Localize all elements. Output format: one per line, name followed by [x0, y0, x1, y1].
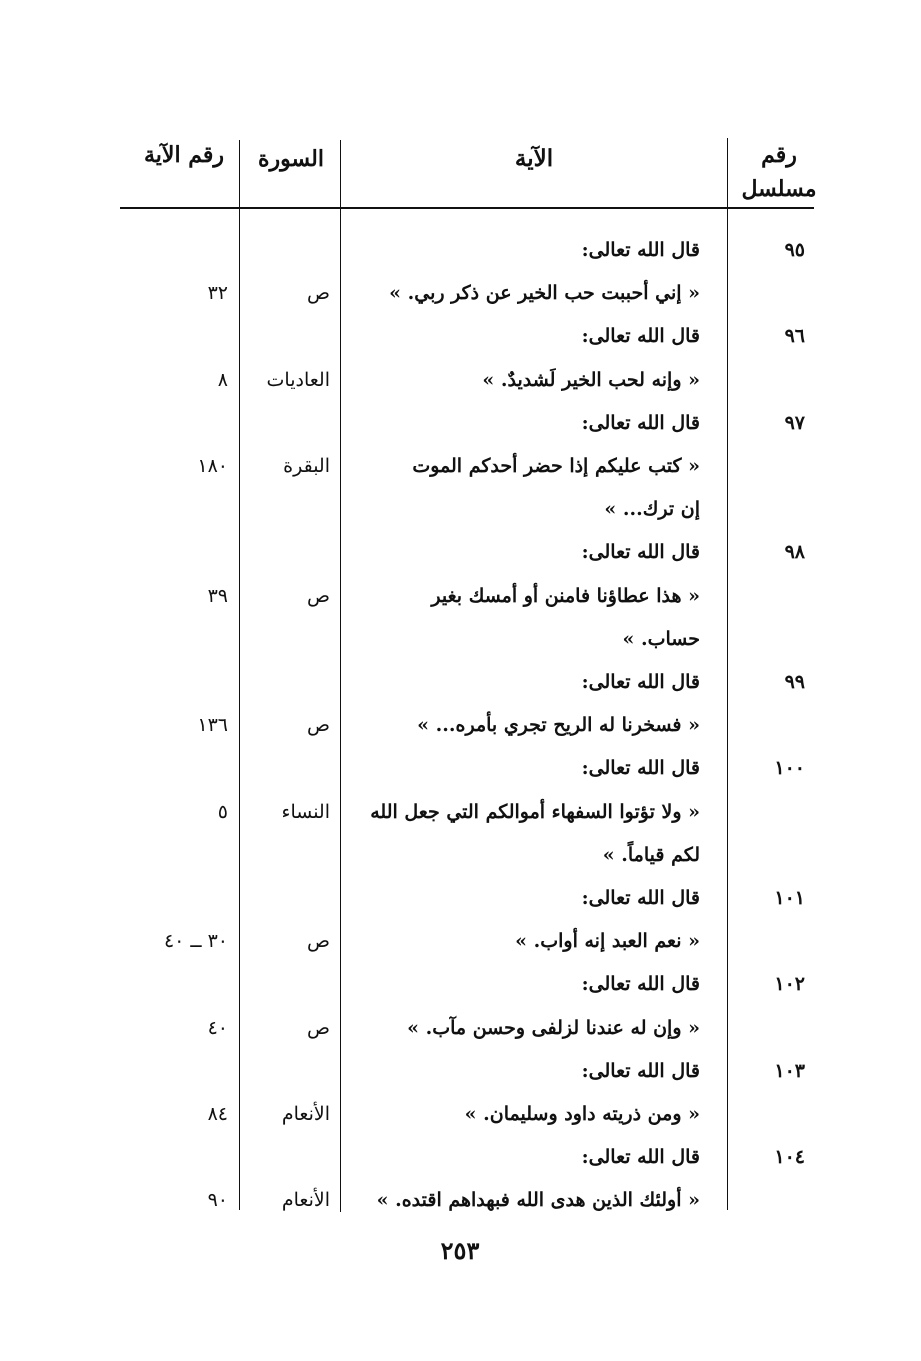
surah-cell [244, 401, 330, 445]
ayah-number-cell: ٣٢ [207, 282, 228, 305]
surah-cell: ص [307, 930, 330, 953]
ayah-number-cell: ٣٩ [207, 584, 228, 607]
table-row [0, 1135, 921, 1179]
surah-cell [244, 876, 330, 920]
ayah-number-cell [100, 401, 228, 445]
serial-number-cell [735, 617, 805, 661]
surah-cell [244, 487, 330, 531]
ayah-number-cell [100, 746, 228, 790]
table-row [0, 919, 921, 963]
surah-cell [244, 1135, 330, 1179]
verse-cell: إن ترك... » [604, 498, 700, 521]
table-row [0, 790, 921, 834]
table-row [0, 1049, 921, 1093]
surah-cell: ص [307, 282, 330, 305]
verse-cell: « وإن له عندنا لزلفى وحسن مآب. » [407, 1016, 700, 1039]
verse-cell: قال الله تعالى: [581, 973, 700, 996]
verse-cell: قال الله تعالى: [581, 239, 700, 261]
table-row [0, 487, 921, 531]
surah-cell [244, 530, 330, 574]
table-row [0, 314, 921, 358]
serial-number-cell: ١٠٤ [774, 1146, 805, 1169]
surah-cell [244, 1049, 330, 1093]
surah-cell [244, 314, 330, 358]
table-row [0, 617, 921, 661]
serial-number-cell: ١٠٠ [774, 757, 805, 780]
table-row [0, 660, 921, 704]
ayah-number-cell: ٨٤ [207, 1103, 228, 1125]
serial-number-cell [735, 833, 805, 877]
ayah-number-cell [100, 833, 228, 877]
verse-cell: قال الله تعالى: [581, 325, 700, 348]
header-ayah-number: رقم الآية [143, 142, 225, 168]
ayah-number-cell [100, 962, 228, 1006]
serial-number-cell: ٩٧ [784, 411, 805, 434]
table-row [0, 574, 921, 618]
serial-number-cell: ١٠١ [774, 887, 805, 909]
surah-cell: البقرة [283, 455, 330, 477]
ayah-number-cell [100, 314, 228, 358]
table-row [0, 876, 921, 920]
surah-cell: الأنعام [281, 1189, 330, 1212]
ayah-number-cell [100, 530, 228, 574]
ayah-number-cell: ٩٠ [207, 1189, 228, 1212]
surah-cell [244, 617, 330, 661]
verse-cell: « كتب عليكم إذا حضر أحدكم الموت [412, 455, 700, 477]
verse-cell: قال الله تعالى: [581, 671, 700, 693]
serial-number-cell [735, 703, 805, 747]
surah-cell: العاديات [266, 368, 330, 391]
table-row [0, 1178, 921, 1222]
serial-number-cell: ٩٨ [784, 541, 805, 564]
serial-number-cell: ٩٥ [784, 239, 805, 261]
serial-number-cell [735, 574, 805, 618]
serial-number-cell: ١٠٢ [774, 973, 805, 996]
surah-cell: الأنعام [281, 1103, 330, 1125]
verse-cell: « أولئك الذين هدى الله فبهداهم اقتده. » [376, 1189, 700, 1212]
verse-cell: قال الله تعالى: [581, 1059, 700, 1082]
verse-cell: قال الله تعالى: [581, 1146, 700, 1169]
verse-cell: « هذا عطاؤنا فامنن أو أمسك بغير [431, 584, 700, 607]
surah-cell [244, 660, 330, 704]
verse-cell: « فسخرنا له الريح تجري بأمره... » [417, 714, 700, 737]
ayah-number-cell: ٣٠ ــ ٤٠ [163, 930, 228, 953]
table-row [0, 228, 921, 272]
serial-number-cell [735, 1092, 805, 1136]
ayah-number-cell: ١٣٦ [197, 714, 228, 737]
ayah-number-cell [100, 876, 228, 920]
verse-cell: « ومن ذريته داود وسليمان. » [464, 1103, 700, 1125]
table-row [0, 271, 921, 315]
ayah-number-cell: ٥ [217, 800, 228, 823]
table-row [0, 1092, 921, 1136]
serial-number-cell [735, 1006, 805, 1050]
header-divider [120, 207, 814, 209]
ayah-number-cell [100, 1049, 228, 1093]
verse-cell: لكم قياماً. » [602, 843, 700, 866]
serial-number-cell [735, 919, 805, 963]
table-row [0, 530, 921, 574]
page-number: ٢٥٣ [440, 1236, 480, 1265]
serial-number-cell [735, 487, 805, 531]
surah-cell [244, 962, 330, 1006]
surah-cell: ص [307, 1016, 330, 1039]
verse-cell: قال الله تعالى: [581, 887, 700, 909]
table-row [0, 444, 921, 488]
ayah-number-cell [100, 487, 228, 531]
serial-number-cell [735, 358, 805, 402]
surah-cell: ص [307, 714, 330, 737]
ayah-number-cell [100, 228, 228, 272]
ayah-number-cell [100, 660, 228, 704]
ayah-number-cell [100, 617, 228, 661]
verse-cell: « ولا تؤتوا السفهاء أموالكم التي جعل الله [370, 800, 700, 823]
surah-cell: ص [307, 584, 330, 607]
verse-cell: « نعم العبد إنه أواب. » [515, 930, 700, 953]
table-row [0, 746, 921, 790]
serial-number-cell [735, 1178, 805, 1222]
serial-number-cell: ١٠٣ [774, 1059, 805, 1082]
ayah-number-cell [100, 1135, 228, 1179]
header-surah: السورة [258, 146, 324, 172]
header-serial-number: رقم مسلسل [741, 142, 817, 202]
serial-number-cell [735, 790, 805, 834]
verse-cell: « وإنه لحب الخير لَشديدٌ. » [482, 368, 700, 391]
surah-cell: النساء [281, 800, 330, 823]
serial-number-cell: ٩٩ [784, 671, 805, 693]
verse-cell: حساب. » [622, 627, 700, 650]
table-row [0, 358, 921, 402]
table-row [0, 833, 921, 877]
ayah-number-cell: ٨ [217, 368, 228, 391]
serial-number-cell [735, 444, 805, 488]
verse-cell: قال الله تعالى: [581, 411, 700, 434]
surah-cell [244, 746, 330, 790]
verse-cell: قال الله تعالى: [581, 541, 700, 564]
serial-number-cell: ٩٦ [784, 325, 805, 348]
table-row [0, 401, 921, 445]
table-row [0, 962, 921, 1006]
header-verse: الآية [514, 145, 554, 172]
table-row [0, 703, 921, 747]
surah-cell [244, 228, 330, 272]
verse-cell: « إني أحببت حب الخير عن ذكر ربي. » [389, 282, 700, 305]
table-row [0, 1006, 921, 1050]
verse-cell: قال الله تعالى: [581, 757, 700, 780]
serial-number-cell [735, 271, 805, 315]
ayah-number-cell: ١٨٠ [197, 455, 228, 477]
surah-cell [244, 833, 330, 877]
ayah-number-cell: ٤٠ [207, 1016, 228, 1039]
